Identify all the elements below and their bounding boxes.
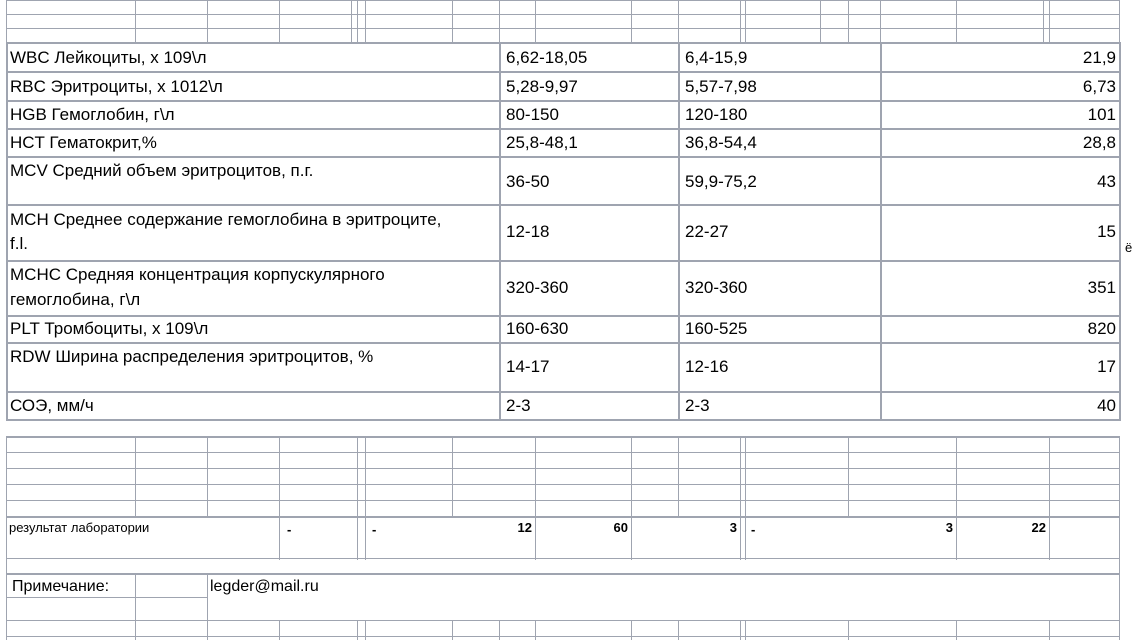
note-label: Примечание:	[12, 578, 110, 595]
reference-range-1: 5,28-9,97	[506, 77, 578, 96]
reference-range-2: 12-16	[685, 357, 729, 376]
result-value: 101	[1087, 105, 1116, 124]
result-value: 15	[1097, 222, 1116, 241]
lab-result-value: 3	[729, 520, 737, 535]
result-value: 17	[1097, 357, 1116, 376]
stray-character: ё	[1125, 240, 1133, 255]
parameter-name: HGB Гемоглобин, г\л	[10, 105, 175, 124]
reference-range-2: 6,4-15,9	[685, 48, 748, 67]
result-value: 351	[1087, 278, 1116, 297]
reference-range-1: 12-18	[506, 222, 550, 241]
reference-range-1: 36-50	[506, 172, 550, 191]
lab-result-label: результат лаборатории	[9, 520, 150, 535]
reference-range-1: 320-360	[506, 278, 569, 297]
parameter-name: MCH Среднее содержание гемоглобина в эритроците,	[10, 210, 442, 229]
reference-range-2: 59,9-75,2	[685, 172, 757, 191]
lab-result-value: -	[287, 522, 292, 537]
parameter-name: WBC Лейкоциты, х 109\л	[10, 48, 207, 67]
result-value: 6,73	[1082, 77, 1116, 96]
lab-result-value: 3	[945, 520, 953, 535]
result-value: 43	[1097, 172, 1116, 191]
parameter-name: MCV Средний объем эритроцитов, п.г.	[10, 161, 314, 180]
parameter-name-line2: f.l.	[10, 234, 28, 253]
reference-range-2: 5,57-7,98	[685, 77, 757, 96]
reference-range-2: 160-525	[685, 319, 748, 338]
result-value: 28,8	[1082, 133, 1116, 152]
parameter-name: RBC Эритроциты, х 1012\л	[10, 77, 223, 96]
reference-range-2: 120-180	[685, 105, 748, 124]
result-value: 40	[1097, 396, 1116, 415]
reference-range-1: 6,62-18,05	[506, 48, 588, 67]
reference-range-2: 320-360	[685, 278, 748, 297]
parameter-name: PLT Тромбоциты, х 109\л	[10, 319, 209, 338]
note-email: legder@mail.ru	[210, 578, 319, 595]
parameter-name-line2: гемоглобина, г\л	[10, 290, 141, 309]
reference-range-1: 25,8-48,1	[506, 133, 578, 152]
reference-range-2: 36,8-54,4	[685, 133, 757, 152]
lab-result-value: -	[372, 522, 377, 537]
parameter-name: СОЭ, мм/ч	[10, 396, 94, 415]
parameter-name: MCHC Средняя концентрация корпускулярного	[10, 265, 385, 284]
result-value: 820	[1087, 319, 1116, 338]
lab-result-value: -	[751, 522, 756, 537]
parameter-name: RDW Ширина распределения эритроцитов, %	[10, 347, 374, 366]
parameter-name: HCT Гематокрит,%	[10, 133, 157, 152]
reference-range-2: 22-27	[685, 222, 729, 241]
result-value: 21,9	[1082, 48, 1116, 67]
reference-range-2: 2-3	[685, 396, 710, 415]
reference-range-1: 2-3	[506, 396, 531, 415]
lab-result-value: 12	[517, 520, 532, 535]
lab-result-value: 22	[1031, 520, 1046, 535]
reference-range-1: 14-17	[506, 357, 550, 376]
reference-range-1: 160-630	[506, 319, 569, 338]
reference-range-1: 80-150	[506, 105, 559, 124]
lab-result-value: 60	[613, 520, 628, 535]
